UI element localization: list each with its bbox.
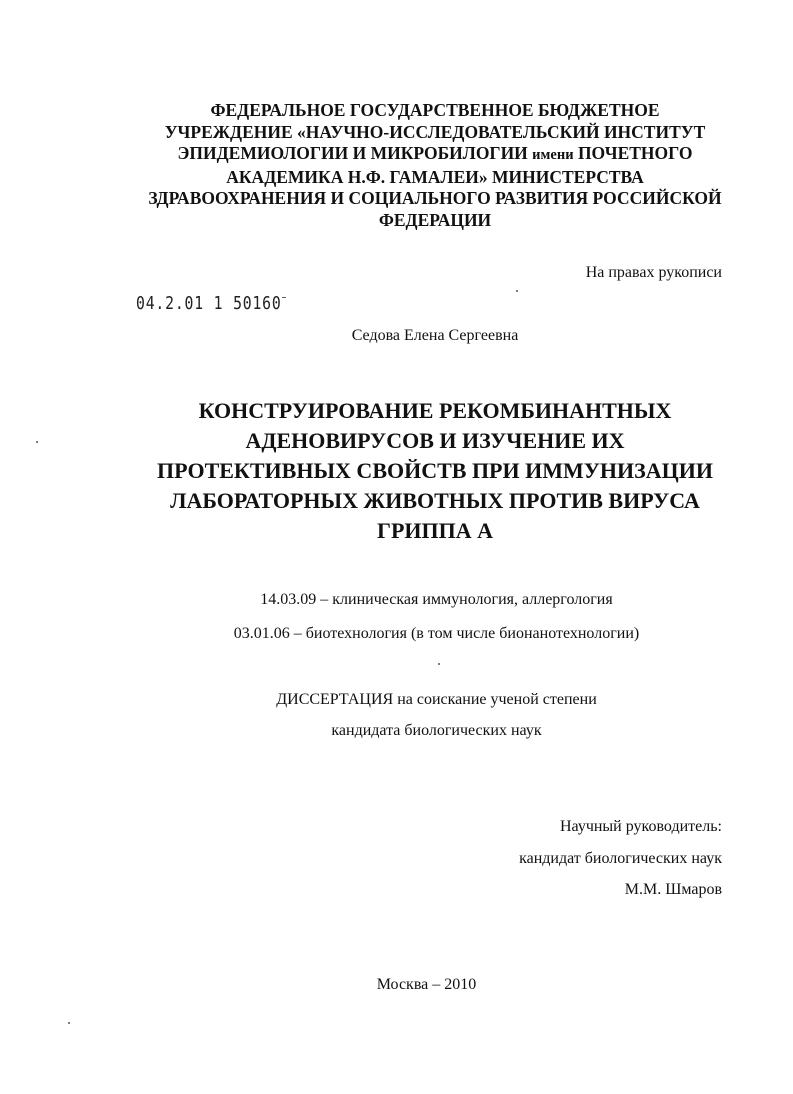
dissertation-title (135, 396, 735, 546)
scan-speck (36, 441, 38, 443)
scan-speck (438, 663, 440, 665)
title-line-1: КОНСТРУИРОВАНИЕ РЕКОМБИНАНТНЫХ (198, 398, 672, 423)
institution-line-6: ФЕДЕРАЦИИ (378, 209, 492, 230)
dissertation-degree-line-1: ДИССЕРТАЦИЯ на соискание ученой степени (276, 691, 597, 708)
supervisor-degree: кандидат биологических наук (519, 850, 722, 867)
title-line-2: АДЕНОВИРУСОВ И ИЗУЧЕНИЕ ИХ (245, 428, 625, 453)
institution-line-4: АКАДЕМИКА Н.Ф. ГАМАЛЕИ» МИНИСТЕРСТВА (226, 166, 644, 187)
institution-line-3c: ПОЧЕТНОГО (577, 143, 693, 163)
supervisor-label: Научный руководитель: (559, 818, 722, 835)
institution-line-3 (110, 143, 760, 167)
title-line-4: ЛАБОРАТОРНЫХ ЖИВОТНЫХ ПРОТИВ ВИРУСА (170, 488, 700, 513)
manuscript-rights-note: На правах рукописи (585, 264, 722, 281)
title-line-3: ПРОТЕКТИВНЫХ СВОЙСТВ ПРИ ИММУНИЗАЦИИ (157, 458, 713, 483)
supervisor-name: М.М. Шмаров (624, 881, 722, 898)
specialty-1: 14.03.09 – клиническая иммунология, аллергология (260, 591, 613, 608)
institution-line-5: ЗДРАВООХРАНЕНИЯ И СОЦИАЛЬНОГО РАЗВИТИЯ РОССИЙСКОЙ (148, 188, 722, 208)
institution-line-3b: имени (532, 147, 574, 163)
institution-header (110, 100, 760, 231)
author-name: Седова Елена Сергеевна (351, 327, 519, 344)
dissertation-degree-line-2: кандидата биологических наук (331, 722, 542, 739)
institution-line-3a: ЭПИДЕМИОЛОГИИ И МИКРОБИЛОГИИ (177, 143, 528, 163)
scan-speck (282, 297, 286, 298)
city-year: Москва – 2010 (376, 976, 477, 993)
institution-line-2: УЧРЕЖДЕНИЕ «НАУЧНО-ИССЛЕДОВАТЕЛЬСКИЙ ИНСТИТУТ (164, 121, 706, 142)
title-line-5: ГРИППА А (376, 518, 494, 543)
scan-speck (516, 290, 518, 292)
scan-speck (68, 1022, 70, 1024)
specialty-2: 03.01.06 – биотехнология (в том числе бионанотехнологии) (233, 625, 640, 642)
institution-line-1: ФЕДЕРАЛЬНОЕ ГОСУДАРСТВЕННОЕ БЮДЖЕТНОЕ (210, 100, 660, 120)
registration-stamp-number: 04.2.01 1 50160 (136, 293, 282, 314)
